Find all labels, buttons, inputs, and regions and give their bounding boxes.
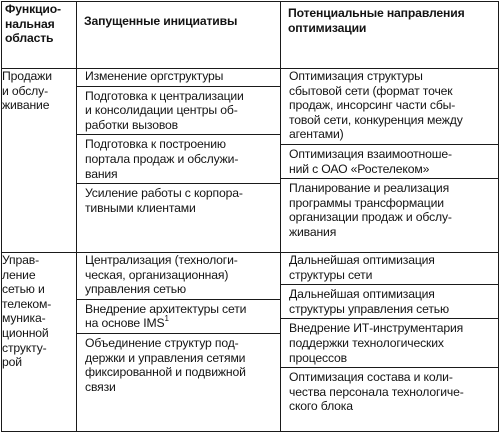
initiative-text: Централизация (технологи- ческая, организационная) управления сетью bbox=[85, 253, 238, 297]
initiatives-cell bbox=[77, 69, 281, 253]
area-cell bbox=[2, 69, 77, 253]
initiative-text: Изменение оргструктуры bbox=[85, 69, 224, 83]
directions-cell bbox=[281, 69, 499, 253]
footnote-marker: 1 bbox=[164, 314, 169, 324]
header-functional-area bbox=[2, 2, 77, 69]
direction-text: Оптимизация состава и коли- чества персонала технологиче- ского блока bbox=[289, 370, 464, 414]
list-item bbox=[77, 336, 280, 396]
header-directions bbox=[281, 2, 499, 69]
area-label: Продажи и обслу- живание bbox=[2, 69, 52, 113]
list-item bbox=[281, 287, 498, 319]
directions-cell bbox=[281, 253, 499, 432]
list-item bbox=[281, 69, 498, 145]
area-cell bbox=[2, 253, 77, 432]
direction-text: Дальнейшая оптимизация структуры управления сетью bbox=[289, 287, 449, 316]
initiative-text: Объединение структур под- держки и управления сетями фиксированной и подвижной связи bbox=[85, 335, 246, 394]
header-initiatives bbox=[77, 2, 281, 69]
list-item bbox=[77, 302, 280, 334]
initiative-text: Внедрение архитектуры сети на основе IMS bbox=[85, 301, 247, 331]
direction-text: Оптимизация структуры сбытовой сети (формат точек продаж, инсорсинг части сбы- товой сети, конкуренция между агентами) bbox=[289, 69, 463, 142]
direction-text: Дальнейшая оптимизация структуры сети bbox=[289, 253, 435, 282]
table-row bbox=[2, 69, 499, 253]
header-row bbox=[2, 2, 499, 69]
list-item bbox=[77, 186, 280, 217]
list-item bbox=[77, 69, 280, 87]
document-page bbox=[0, 1, 500, 432]
direction-text: Планирование и реализация программы трансформации организации продаж и обслу- живания bbox=[289, 181, 452, 239]
table-row bbox=[2, 253, 499, 432]
initiative-text: Подготовка к централизации и консолидации центры об- работки вызовов bbox=[85, 88, 244, 132]
header-initiatives-text: Запущенные инициативы bbox=[84, 14, 238, 28]
list-item bbox=[281, 253, 498, 285]
list-item bbox=[77, 137, 280, 184]
header-directions-text: Потенциальные направления оптимизации bbox=[288, 6, 465, 35]
initiative-text: Усиление работы с корпора- тивными клиентами bbox=[85, 186, 243, 215]
area-label: Управ- ление сетью и телеком- муника- ционной структу- рой bbox=[2, 253, 52, 370]
direction-text: Оптимизация взаимоотноше- ний с ОАО «Ростелеком» bbox=[289, 146, 452, 176]
initiative-text: Подготовка к построению портала продаж и обслужи- вания bbox=[85, 137, 239, 181]
header-functional-area-text: Функцио- нальная область bbox=[5, 2, 61, 46]
list-item bbox=[281, 147, 498, 179]
list-item bbox=[281, 370, 498, 416]
initiative-text-ims bbox=[85, 302, 280, 331]
list-item bbox=[281, 321, 498, 368]
list-item bbox=[281, 181, 498, 241]
optimization-table bbox=[1, 1, 499, 432]
list-item bbox=[77, 89, 280, 136]
initiatives-cell bbox=[77, 253, 281, 432]
direction-text: Внедрение ИТ-инструментария поддержки технологических процессов bbox=[289, 321, 464, 365]
list-item bbox=[77, 253, 280, 300]
